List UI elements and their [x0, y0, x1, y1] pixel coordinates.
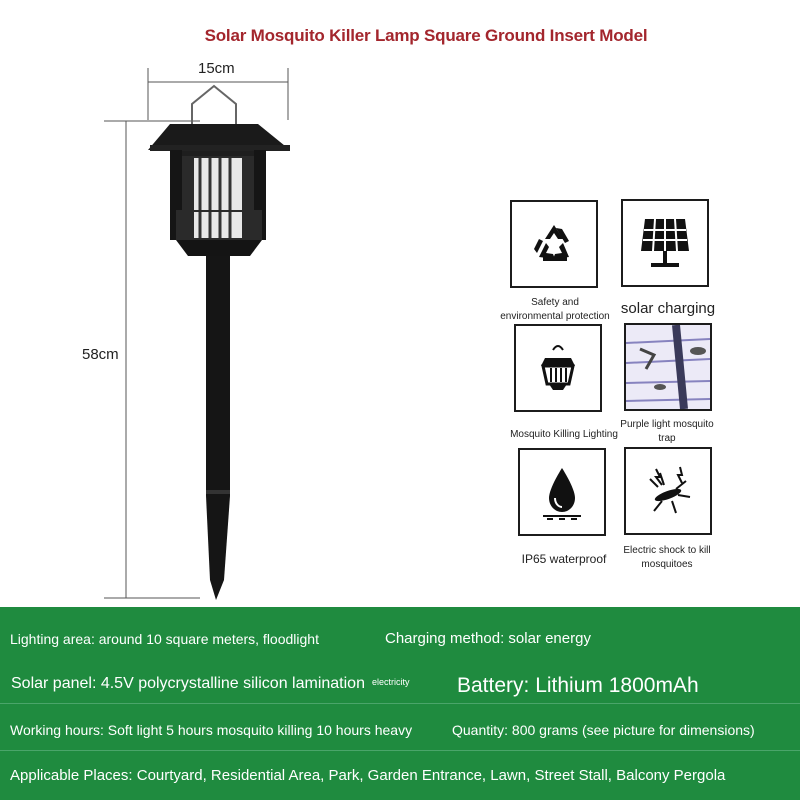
divider — [0, 703, 800, 704]
recycle-label: Safety and environmental protection — [500, 297, 610, 322]
height-dimension: 58cm — [82, 346, 119, 363]
spec-quantity: Quantity: 800 grams (see picture for dimensions) — [452, 722, 755, 738]
electric-shock-icon — [624, 447, 712, 535]
spec-working-hours: Working hours: Soft light 5 hours mosquito killing 10 hours heavy — [10, 722, 413, 738]
spec-battery: Battery: Lithium 1800mAh — [457, 674, 699, 697]
lantern-icon — [514, 324, 602, 412]
solar-charging-label: solar charging — [620, 300, 716, 317]
water-drop-icon — [518, 448, 606, 536]
purple-light-label: Purple light mosquito trap — [620, 419, 714, 444]
spec-solar-panel: Solar panel: 4.5V polycrystalline silicon lamination — [11, 675, 365, 692]
purple-light-trap-icon — [624, 323, 712, 411]
lantern-label: Mosquito Killing Lighting — [510, 429, 618, 440]
solar-panel-icon — [621, 199, 709, 287]
spec-electricity: electricity — [372, 677, 410, 687]
width-dimension: 15cm — [198, 60, 235, 77]
spec-applicable-places: Applicable Places: Courtyard, Residential Area, Park, Garden Entrance, Lawn, Street Stall, Balcony Pergola — [10, 767, 726, 784]
divider — [0, 750, 800, 751]
spec-lighting-area: Lighting area: around 10 square meters, floodlight — [10, 631, 319, 647]
spec-charging-method: Charging method: solar energy — [385, 630, 591, 647]
page-title: Solar Mosquito Killer Lamp Square Ground Insert Model — [204, 26, 648, 45]
electric-shock-label: Electric shock to kill mosquitoes — [623, 545, 711, 570]
waterproof-label: IP65 waterproof — [521, 552, 607, 566]
recycle-icon — [510, 200, 598, 288]
